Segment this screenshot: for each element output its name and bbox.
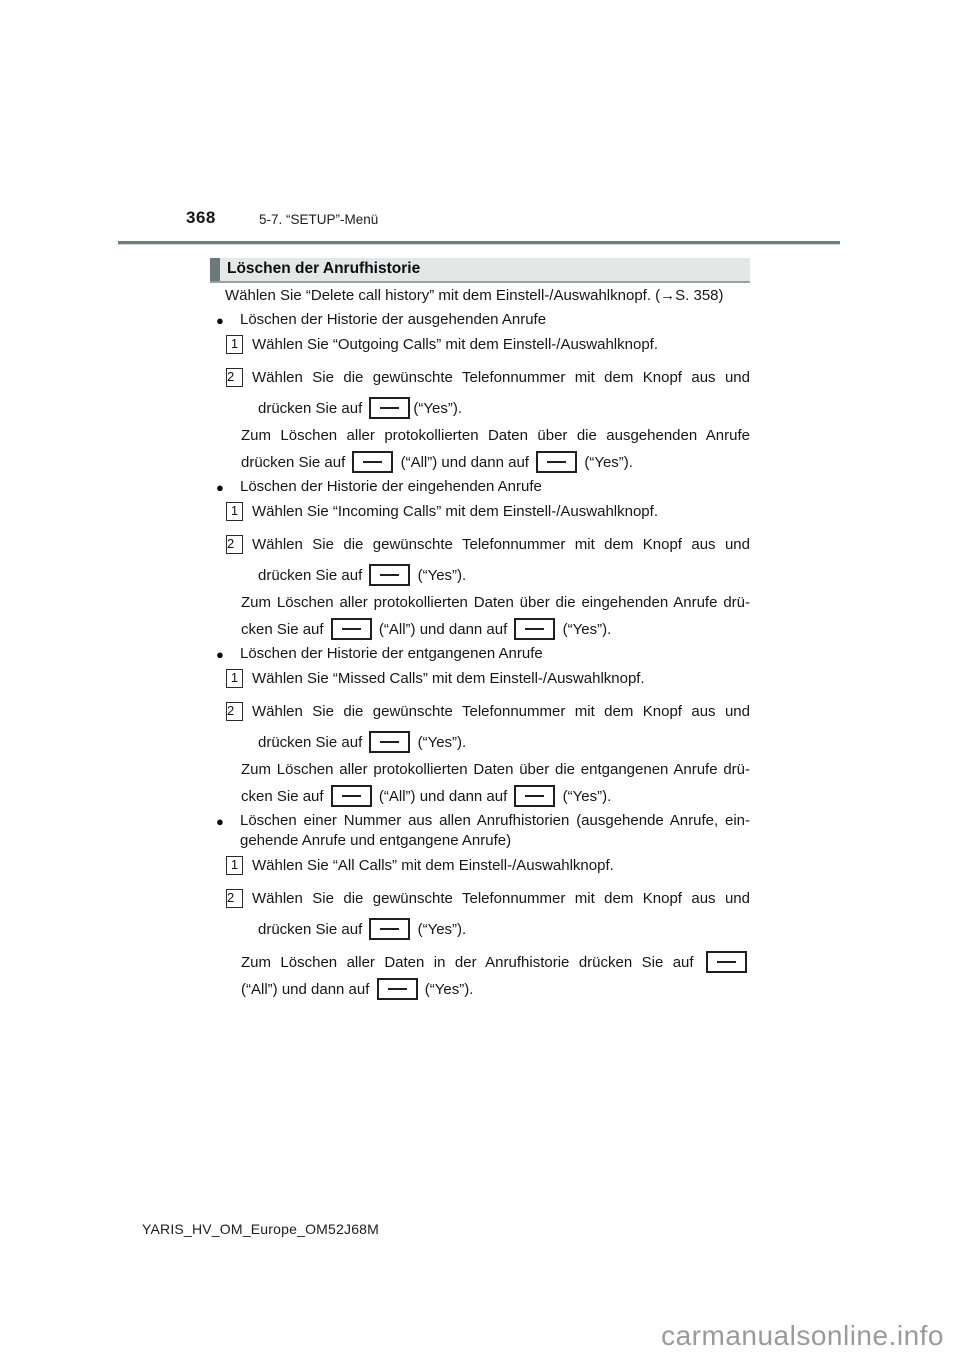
text-segment: (“Yes”).: [413, 734, 467, 751]
bullet-icon: ●: [216, 480, 224, 495]
paragraph-line: [210, 426, 750, 446]
step-number-badge: 2: [226, 889, 243, 908]
dash-button-icon: [377, 978, 418, 1000]
step-line: [210, 731, 750, 753]
text-segment: Zum Löschen aller protokollierten Daten über die ausgehenden Anrufe: [241, 427, 750, 444]
dash-button-icon: [514, 785, 555, 807]
step-number-badge: 1: [226, 669, 243, 688]
dash-glyph: [342, 628, 361, 630]
text-segment: Wählen Sie “Incoming Calls” mit dem Einstell-/Auswahlknopf.: [252, 503, 658, 520]
dash-glyph: [380, 928, 399, 930]
text-segment: Wählen Sie “Missed Calls” mit dem Einstell-/Auswahlknopf.: [252, 670, 645, 687]
text-segment: Wählen Sie die gewünschte Telefonnummer mit dem Knopf aus und: [252, 536, 750, 553]
dash-glyph: [525, 795, 544, 797]
step-line: [210, 368, 750, 390]
text-segment: Zum Löschen aller protokollierten Daten über die entgangenen Anrufe drü-: [241, 761, 750, 778]
text-segment: (“Yes”).: [558, 621, 612, 638]
text-segment: Zum Löschen aller protokollierten Daten über die eingehenden Anrufe drü-: [241, 594, 750, 611]
bullet-item-line: [210, 477, 750, 497]
section-title: Löschen der Anrufhistorie: [227, 260, 421, 277]
text-segment: Wählen Sie “All Calls” mit dem Einstell-/Auswahlknopf.: [252, 857, 614, 874]
chapter-header: 5-7. “SETUP”-Menü: [259, 212, 379, 227]
paragraph-line: [210, 785, 750, 807]
text-segment: drücken Sie auf: [258, 567, 367, 584]
dash-button-icon: [352, 451, 393, 473]
step-line: [210, 889, 750, 911]
dash-button-icon: [331, 618, 372, 640]
title-accent-bar: [210, 258, 220, 281]
text-segment: (“Yes”).: [580, 454, 633, 471]
text-segment: drücken Sie auf: [241, 454, 350, 471]
text-segment: Wählen Sie die gewünschte Telefonnummer mit dem Knopf aus und: [252, 369, 750, 386]
dash-glyph: [547, 461, 566, 463]
text-segment: Wählen Sie “Outgoing Calls” mit dem Einstell-/Auswahlknopf.: [252, 336, 659, 353]
step-line: [210, 918, 750, 940]
step-line: [210, 535, 750, 557]
dash-button-icon: [369, 564, 410, 586]
step-line: [210, 669, 750, 691]
step-line: [210, 702, 750, 724]
step-number-badge: 1: [226, 856, 243, 875]
paragraph-line: [210, 451, 750, 473]
text-segment: (“All”) und dann auf: [374, 621, 512, 638]
step-line: [210, 856, 750, 878]
body-content: [210, 284, 750, 1000]
text-segment: (“Yes”).: [558, 788, 612, 805]
dash-button-icon: [369, 918, 410, 940]
header-rule: [118, 241, 840, 245]
step-line: [210, 564, 750, 586]
bullet-icon: ●: [216, 814, 224, 829]
text-segment: drücken Sie auf: [258, 734, 367, 751]
text-segment: (“Yes”).: [413, 921, 467, 938]
dash-glyph: [717, 961, 736, 963]
text-segment: Löschen der Historie der ausgehenden Anrufe: [240, 311, 547, 328]
step-number-badge: 2: [226, 535, 243, 554]
paragraph-line: [210, 618, 750, 640]
text-segment: (“Yes”).: [420, 981, 474, 998]
step-number-badge: 2: [226, 368, 243, 387]
step-line: [210, 397, 750, 419]
paragraph-line: [210, 978, 750, 1000]
dash-glyph: [363, 461, 382, 463]
dash-button-icon: [369, 731, 410, 753]
dash-button-icon: [514, 618, 555, 640]
document-id: YARIS_HV_OM_Europe_OM52J68M: [142, 1221, 380, 1237]
step-number-badge: 1: [226, 335, 243, 354]
section-title-box: [210, 258, 750, 283]
step-line: [210, 335, 750, 357]
text-segment: drücken Sie auf: [258, 921, 367, 938]
paragraph-line: [210, 760, 750, 780]
dash-glyph: [380, 574, 399, 576]
intro-line: Wählen Sie “Delete call history” mit dem Einstell-/Auswahlknopf. (→S. 358): [225, 287, 724, 304]
dash-button-icon: [536, 451, 577, 473]
text-segment: drücken Sie auf: [258, 400, 367, 417]
text-segment: cken Sie auf: [241, 621, 328, 638]
bullet-icon: ●: [216, 313, 224, 328]
text-segment: (“Yes”).: [413, 400, 463, 417]
text-segment: Löschen einer Nummer aus allen Anrufhistorien (ausgehende Anrufe, ein-: [240, 812, 750, 829]
step-number-badge: 1: [226, 502, 243, 521]
dash-button-icon: [369, 397, 410, 419]
paragraph-line: [210, 951, 750, 973]
dash-glyph: [525, 628, 544, 630]
text-segment: (“All”) und dann auf: [396, 454, 534, 471]
dash-glyph: [380, 407, 399, 409]
text-segment: cken Sie auf: [241, 788, 328, 805]
text-segment: (“All”) und dann auf: [374, 788, 512, 805]
dash-glyph: [380, 741, 399, 743]
bullet-icon: ●: [216, 647, 224, 662]
text-segment: (“Yes”).: [413, 567, 467, 584]
text-segment: Löschen der Historie der entgangenen Anrufe: [240, 645, 543, 662]
bullet-item-line: [210, 811, 750, 831]
watermark: carmanualsonline.info: [661, 1320, 944, 1351]
bullet-item-line: [210, 644, 750, 664]
dash-button-icon: [331, 785, 372, 807]
dash-button-icon: [706, 951, 747, 973]
text-segment: Zum Löschen aller Daten in der Anrufhistorie drücken Sie auf: [241, 954, 703, 971]
text-segment: Löschen der Historie der eingehenden Anrufe: [240, 478, 542, 495]
dash-glyph: [342, 795, 361, 797]
step-line: [210, 502, 750, 524]
bullet-item-line: [210, 310, 750, 330]
paragraph-line: [210, 593, 750, 613]
page-number: 368: [186, 208, 216, 227]
text-segment: (“All”) und dann auf: [241, 981, 374, 998]
bullet-item-line: [210, 831, 750, 851]
text-segment: Wählen Sie die gewünschte Telefonnummer mit dem Knopf aus und: [252, 890, 750, 907]
step-number-badge: 2: [226, 702, 243, 721]
text-segment: gehende Anrufe und entgangene Anrufe): [240, 832, 512, 849]
text-segment: Wählen Sie die gewünschte Telefonnummer mit dem Knopf aus und: [252, 703, 750, 720]
dash-glyph: [388, 988, 407, 990]
